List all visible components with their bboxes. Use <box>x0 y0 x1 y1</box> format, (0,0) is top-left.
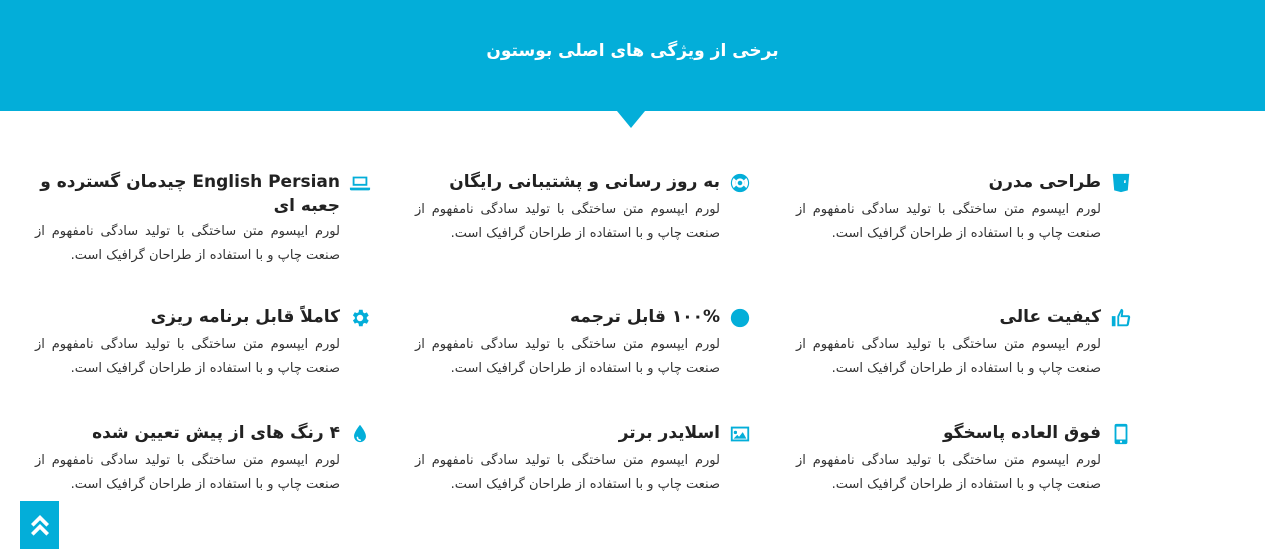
feature-translatable <box>415 305 760 381</box>
feature-title: به روز رسانی و پشتیبانی رایگان <box>449 172 720 192</box>
feature-title: فوق العاده پاسخگو <box>942 423 1101 443</box>
feature-title: طراحی مدرن <box>988 172 1101 192</box>
feature-title: کاملاً قابل برنامه ریزی <box>150 307 340 327</box>
feature-layout <box>35 170 380 268</box>
picture-icon <box>720 421 760 447</box>
feature-title: English Persian چیدمان گسترده و جعبه ای <box>40 172 340 216</box>
droplet-icon <box>340 421 380 447</box>
feature-description: لورم ایپسوم متن ساختگی با تولید سادگی نامفهوم از صنعت چاپ و با استفاده از طراحان گرافیک است. <box>796 453 1101 492</box>
feature-description: لورم ایپسوم متن ساختگی با تولید سادگی نامفهوم از صنعت چاپ و با استفاده از طراحان گرافیک است. <box>796 202 1101 241</box>
feature-color-presets <box>35 421 380 497</box>
feature-modern-design <box>796 170 1141 246</box>
life-ring-icon <box>720 170 760 196</box>
feature-description: لورم ایپسوم متن ساختگی با تولید سادگی نامفهوم از صنعت چاپ و با استفاده از طراحان گرافیک است. <box>35 224 340 263</box>
laptop-icon <box>340 170 380 196</box>
double-chevron-up-icon <box>29 513 51 537</box>
feature-description: لورم ایپسوم متن ساختگی با تولید سادگی نامفهوم از صنعت چاپ و با استفاده از طراحان گرافیک است. <box>415 337 720 376</box>
feature-title: ۱۰۰% قابل ترجمه <box>570 307 720 327</box>
feature-description: لورم ایپسوم متن ساختگی با تولید سادگی نامفهوم از صنعت چاپ و با استفاده از طراحان گرافیک است. <box>415 202 720 241</box>
feature-description: لورم ایپسوم متن ساختگی با تولید سادگی نامفهوم از صنعت چاپ و با استفاده از طراحان گرافیک است. <box>35 453 340 492</box>
feature-title: ۴ رنگ های از پیش تعیین شده <box>92 423 340 443</box>
html5-icon <box>1101 170 1141 196</box>
feature-responsive <box>796 421 1141 497</box>
feature-programmable <box>35 305 380 381</box>
thumbs-up-icon <box>1101 305 1141 331</box>
feature-title: اسلایدر برتر <box>618 423 720 443</box>
globe-icon <box>720 305 760 331</box>
section-title: برخی از ویژگی های اصلی بوستون <box>486 40 779 61</box>
mobile-icon <box>1101 421 1141 447</box>
scroll-to-top-button[interactable] <box>20 501 59 549</box>
feature-description: لورم ایپسوم متن ساختگی با تولید سادگی نامفهوم از صنعت چاپ و با استفاده از طراحان گرافیک است. <box>796 337 1101 376</box>
feature-description: لورم ایپسوم متن ساختگی با تولید سادگی نامفهوم از صنعت چاپ و با استفاده از طراحان گرافیک است. <box>415 453 720 492</box>
feature-free-support <box>415 170 760 246</box>
feature-quality <box>796 305 1141 381</box>
feature-description: لورم ایپسوم متن ساختگی با تولید سادگی نامفهوم از صنعت چاپ و با استفاده از طراحان گرافیک است. <box>35 337 340 376</box>
gear-icon <box>340 305 380 331</box>
feature-title: کیفیت عالی <box>999 307 1101 327</box>
feature-slider <box>415 421 760 497</box>
